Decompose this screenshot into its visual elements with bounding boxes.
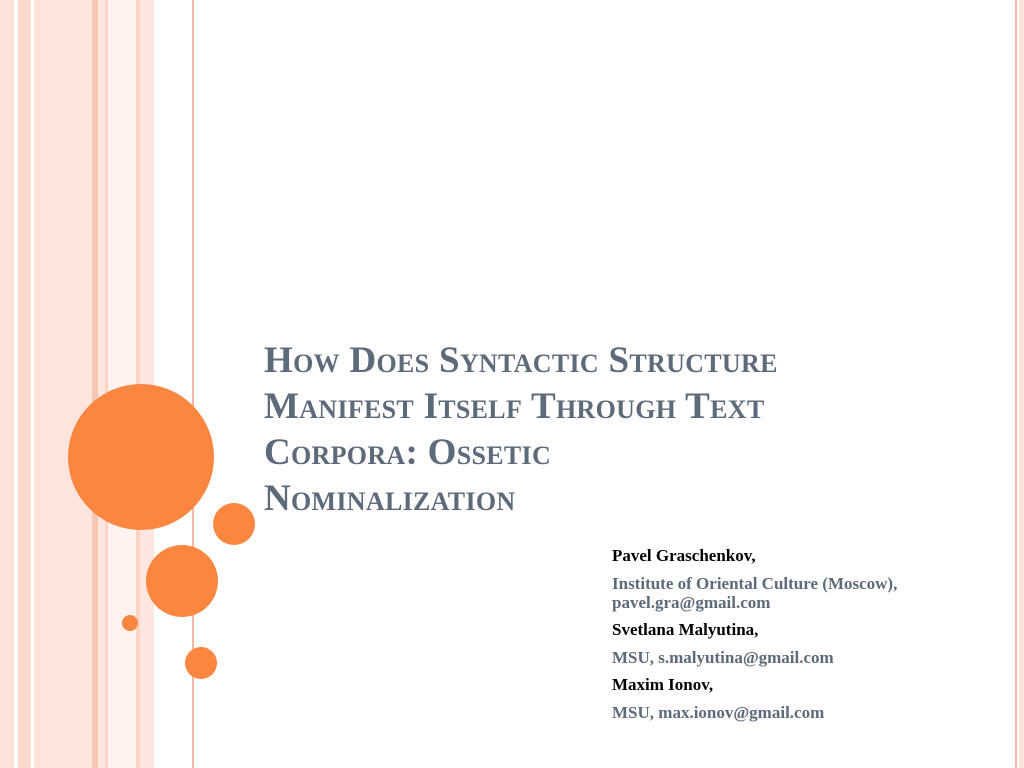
decorative-circle-large bbox=[68, 384, 214, 530]
author-name bbox=[612, 546, 1022, 566]
email: pavel.gra@gmail.com bbox=[612, 593, 771, 612]
separator: , bbox=[754, 620, 759, 639]
decorative-circle-small bbox=[213, 503, 255, 545]
decorative-stripe bbox=[34, 0, 92, 768]
decorative-stripe bbox=[0, 0, 14, 768]
decorative-circle-tiny bbox=[122, 615, 138, 631]
title-line: How Does Syntactic Structure bbox=[264, 340, 778, 381]
slide-title bbox=[264, 338, 984, 522]
decorative-circle-medium bbox=[146, 545, 218, 617]
author-name-text: Pavel Graschenkov bbox=[612, 546, 752, 565]
title-line: Corpora: Ossetic bbox=[264, 432, 552, 473]
affiliation-line: Institute of Oriental Culture (Moscow), bbox=[612, 574, 898, 593]
separator: , bbox=[708, 675, 714, 694]
decorative-circle-small bbox=[185, 647, 217, 679]
decorative-stripe bbox=[18, 0, 31, 768]
author-affiliation bbox=[612, 703, 1022, 722]
title-line: Nominalization bbox=[264, 478, 516, 519]
title-line: Manifest Itself Through Text bbox=[264, 386, 765, 427]
author-list bbox=[612, 546, 1022, 730]
author-affiliation bbox=[612, 648, 1022, 667]
author-name bbox=[612, 675, 1022, 695]
affiliation-line: MSU, max.ionov@gmail.com bbox=[612, 703, 825, 722]
affiliation-line: MSU, s.malyutina@gmail.com bbox=[612, 648, 834, 667]
author-affiliation bbox=[612, 574, 1022, 612]
author-name-text: Maxim Ionov bbox=[612, 675, 709, 694]
separator: , bbox=[751, 546, 756, 565]
author-name bbox=[612, 620, 1022, 640]
author-name-text: Svetlana Malyutina bbox=[612, 620, 755, 639]
decorative-stripe bbox=[98, 0, 105, 768]
